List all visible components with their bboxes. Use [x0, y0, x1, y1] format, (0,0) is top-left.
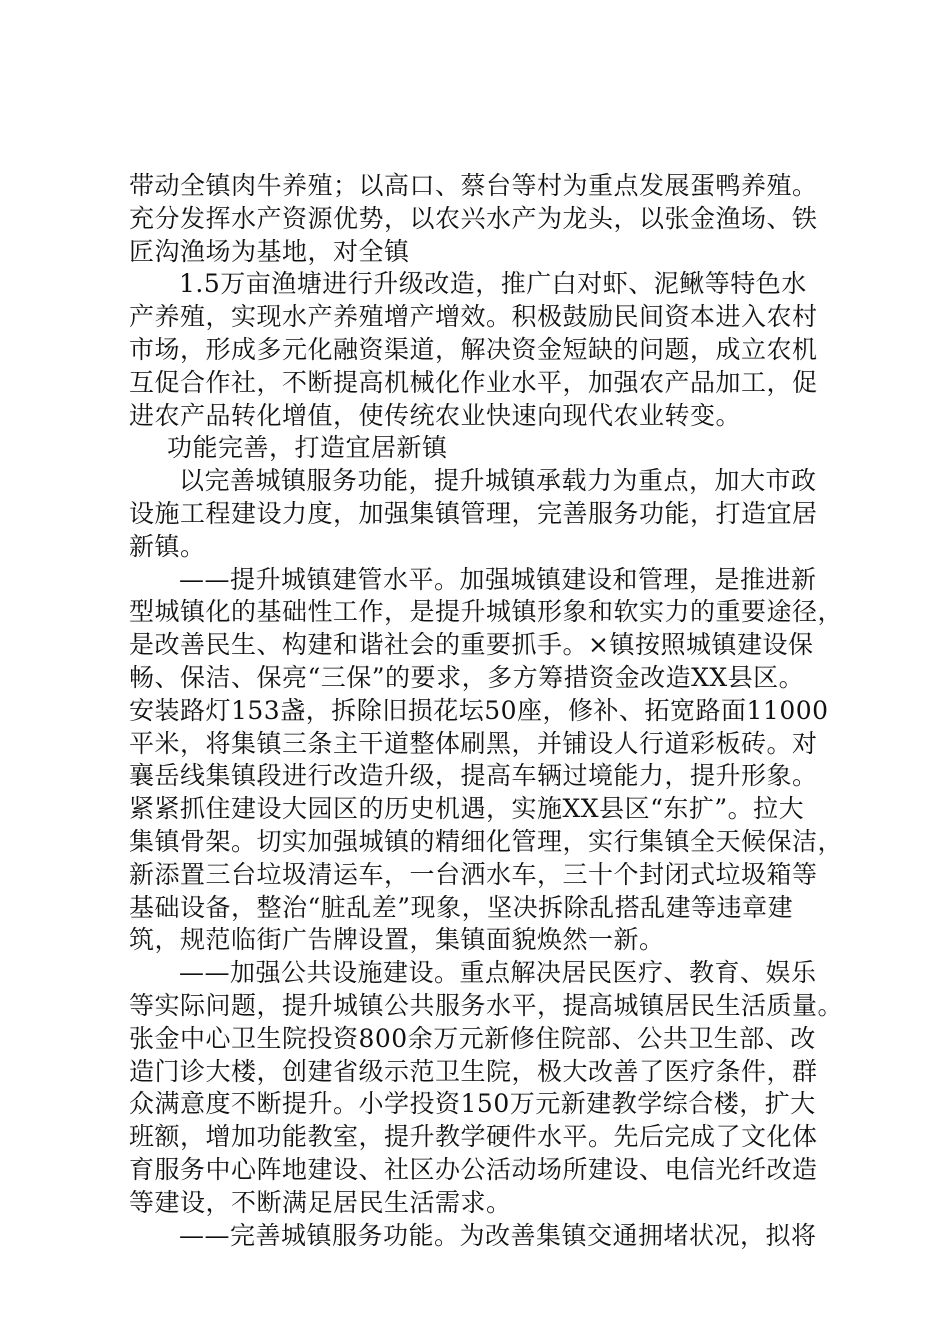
text-line: ——加强公共设施建设。重点解决居民医疗、教育、娱乐	[179, 958, 817, 988]
text-line: 育服务中心阵地建设、社区办公活动场所建设、电信光纤改造	[129, 1154, 818, 1184]
text-line: 基础设备，整治“脏乱差”现象，坚决拆除乱搭乱建等违章建	[129, 892, 794, 922]
text-line: 张金中心卫生院投资800余万元新修住院部、公共卫生部、改	[129, 1023, 816, 1053]
text-line: 设施工程建设力度，加强集镇管理，完善服务功能，打造宜居	[129, 498, 818, 528]
body-paragraph	[129, 957, 844, 1219]
text-line: 匠沟渔场为基地，对全镇	[129, 236, 410, 266]
body-paragraph	[129, 268, 835, 432]
text-line: 畅、保洁、保亮“三保”的要求，多方筹措资金改造XX县区。	[129, 662, 805, 692]
text-line: 功能完善，打造宜居新镇	[167, 433, 448, 463]
text-line: 集镇骨架。切实加强城镇的精细化管理，实行集镇全天候保洁，	[129, 826, 844, 856]
text-line: 造门诊大楼，创建省级示范卫生院，极大改善了医疗条件，群	[129, 1056, 818, 1086]
body-paragraph	[129, 465, 835, 563]
text-line: 众满意度不断提升。小学投资150万元新建教学综合楼，扩大	[129, 1089, 816, 1119]
text-line: ——提升城镇建管水平。加强城镇建设和管理，是推进新	[179, 564, 817, 594]
body-paragraph	[129, 564, 844, 958]
body-paragraph	[129, 1220, 835, 1253]
text-line: ——完善城镇服务功能。为改善集镇交通拥堵状况，拟将	[179, 1220, 817, 1250]
section-heading	[129, 432, 835, 465]
text-line: 市场，形成多元化融资渠道，解决资金短缺的问题，成立农机	[129, 334, 818, 364]
text-line: 进农产品转化增值，使传统农业快速向现代农业转变。	[129, 400, 742, 430]
text-line: 互促合作社，不断提高机械化作业水平，加强农产品加工，促	[129, 367, 818, 397]
text-line: 安装路灯153盏，拆除旧损花坛50座，修补、拓宽路面11000	[129, 695, 829, 725]
text-line: 新添置三台垃圾清运车，一台洒水车，三十个封闭式垃圾箱等	[129, 859, 818, 889]
text-line: 1.5万亩渔塘进行升级改造，推广白对虾、泥鳅等特色水	[179, 269, 807, 299]
text-line: 新镇。	[129, 531, 206, 561]
text-line: 紧紧抓住建设大园区的历史机遇，实施XX县区“东扩”。拉大	[129, 794, 805, 824]
document-body	[129, 170, 844, 1252]
text-line: 平米，将集镇三条主干道整体刷黑，并铺设人行道彩板砖。对	[129, 728, 818, 758]
text-line: 班额，增加功能教室，提升教学硬件水平。先后完成了文化体	[129, 1122, 818, 1152]
text-line: 等实际问题，提升城镇公共服务水平，提高城镇居民生活质量。	[129, 990, 844, 1020]
text-line: 筑，规范临街广告牌设置，集镇面貌焕然一新。	[129, 925, 665, 955]
text-line: 以完善城镇服务功能，提升城镇承载力为重点，加大市政	[179, 466, 817, 496]
text-line: 带动全镇肉牛养殖；以高口、蔡台等村为重点发展蛋鸭养殖。	[129, 171, 818, 200]
text-line: 襄岳线集镇段进行改造升级，提高车辆过境能力，提升形象。	[129, 761, 818, 791]
text-line: 型城镇化的基础性工作，是提升城镇形象和软实力的重要途径，	[129, 597, 844, 627]
text-line: 等建设，不断满足居民生活需求。	[129, 1187, 512, 1217]
text-line: 充分发挥水产资源优势，以农兴水产为龙头，以张金渔场、铁	[129, 203, 818, 233]
text-line: 是改善民生、构建和谐社会的重要抓手。×镇按照城镇建设保	[129, 630, 814, 660]
body-paragraph	[129, 170, 835, 268]
text-line: 产养殖，实现水产养殖增产增效。积极鼓励民间资本进入农村	[129, 302, 818, 332]
